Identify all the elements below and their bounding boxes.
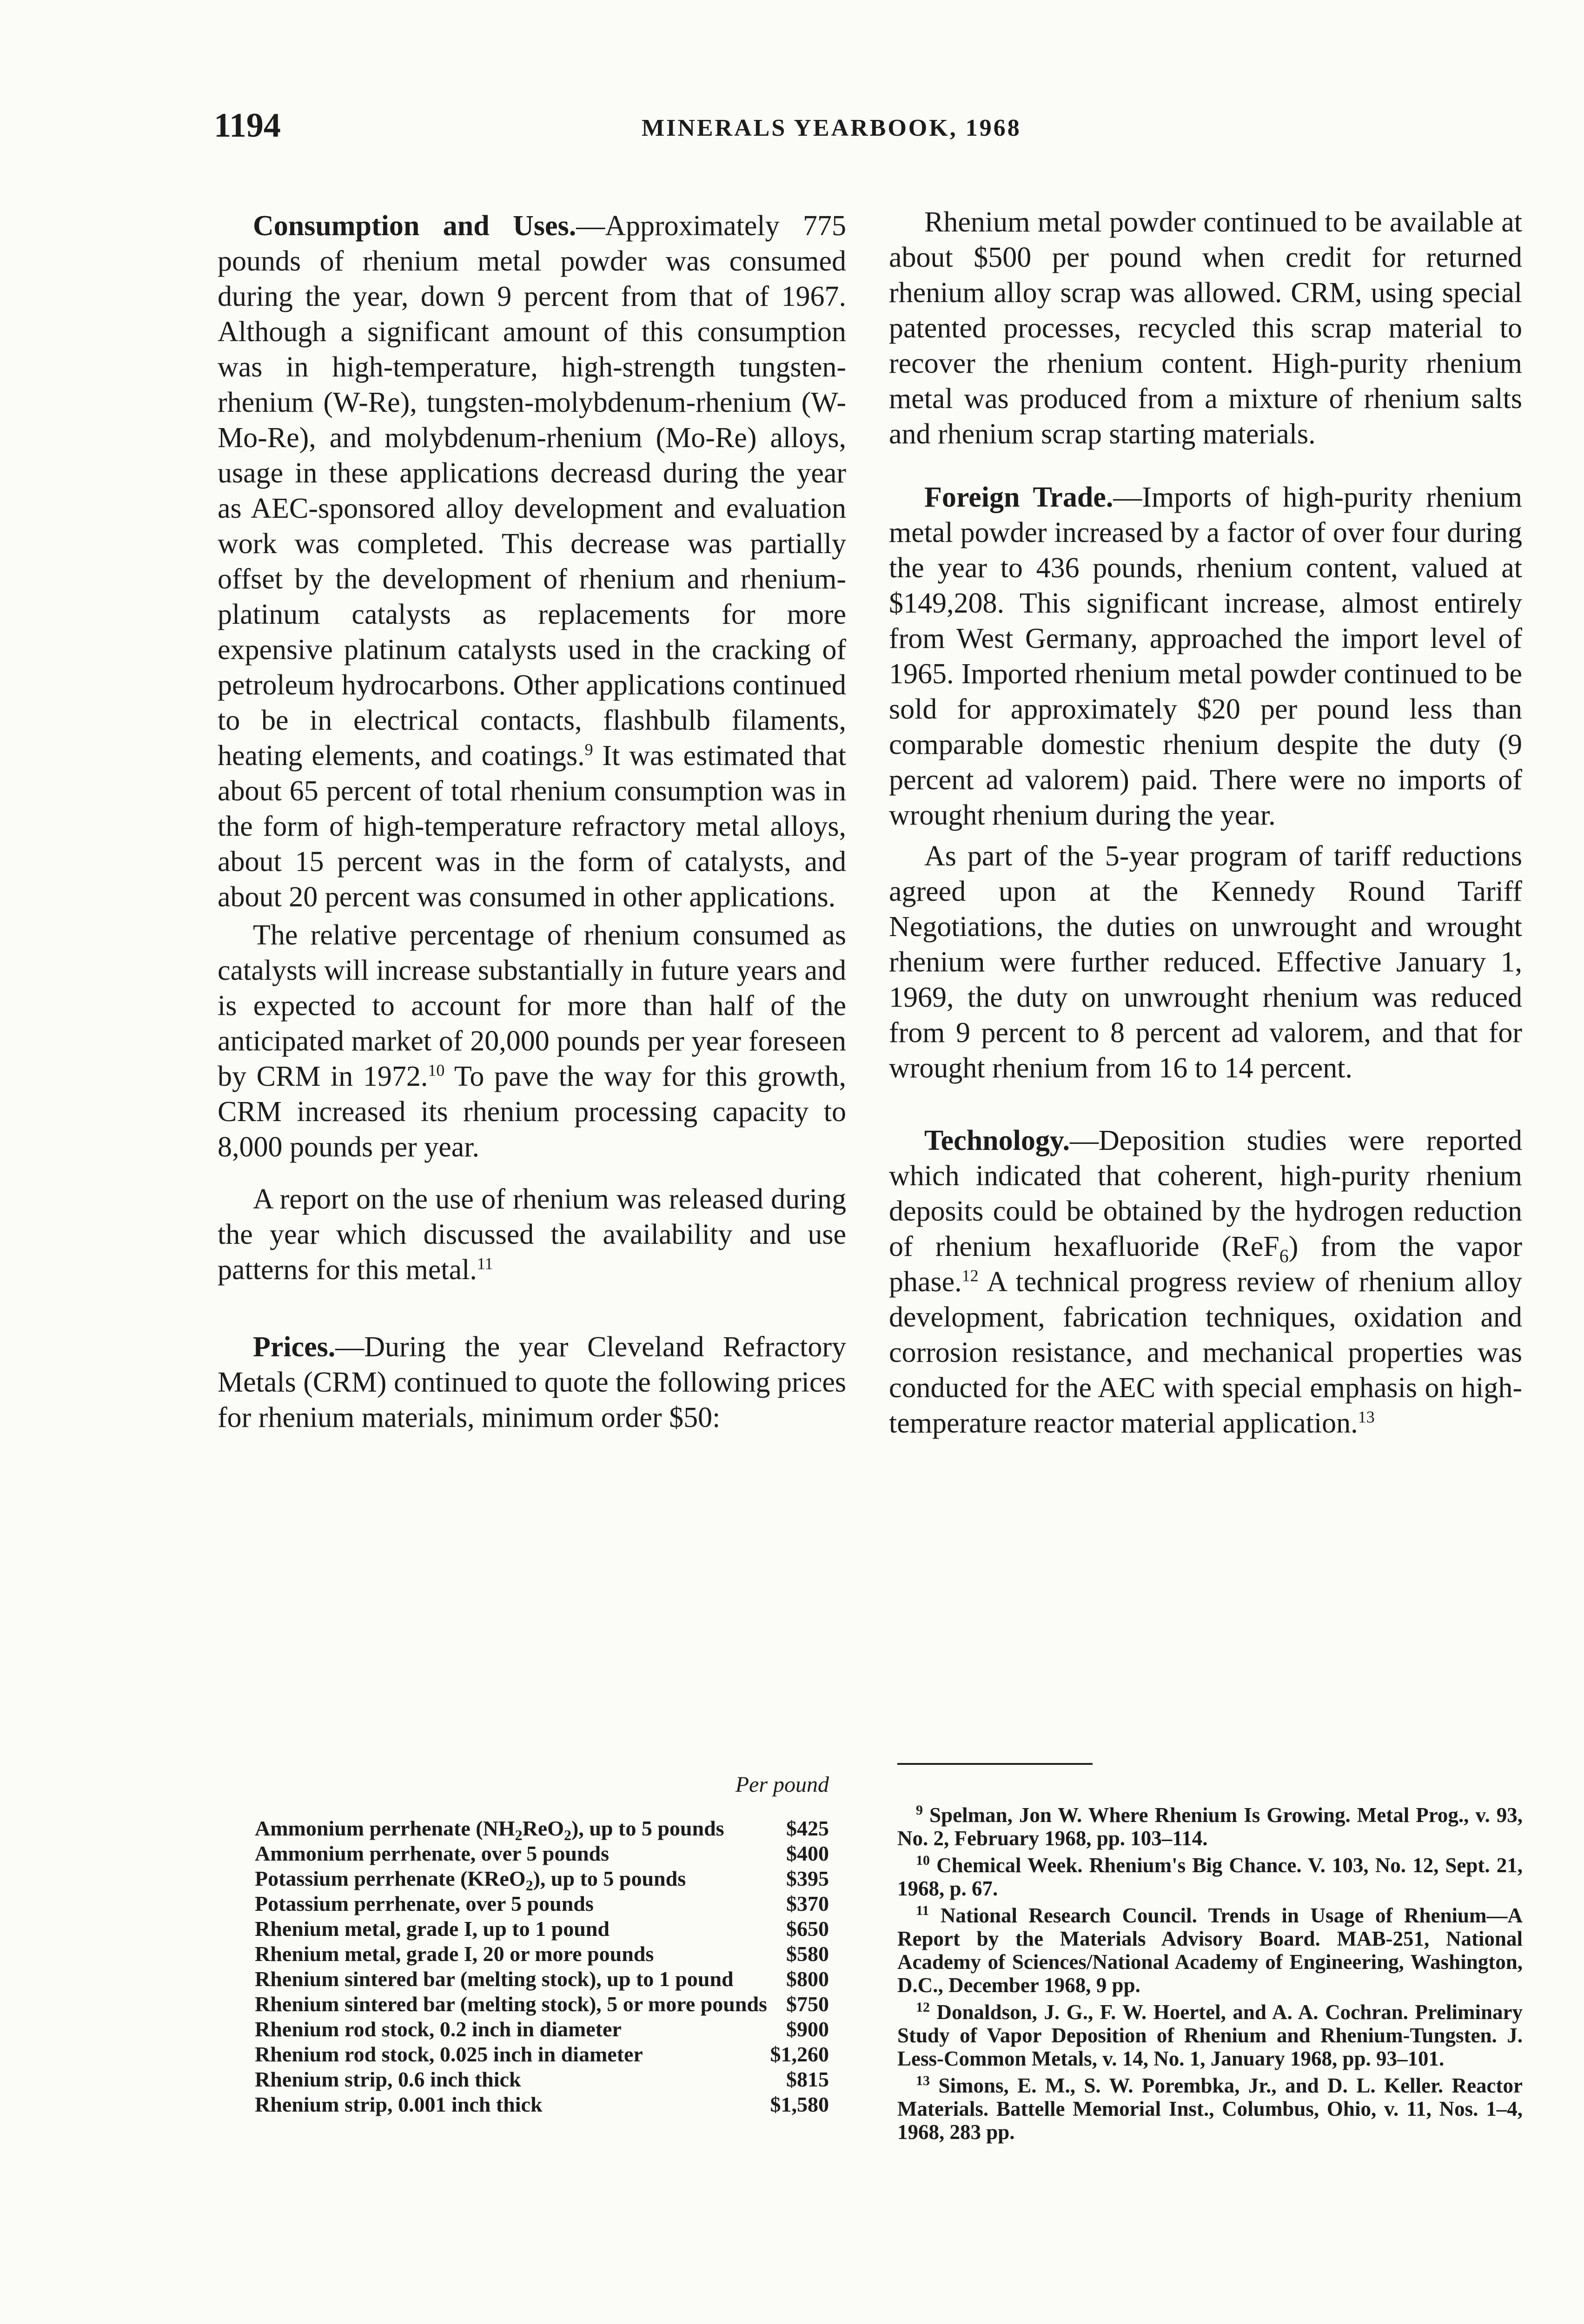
- footnote: $^{11}$ National Research Council. Trends in Usage of Rhenium—A Report by the Materials Advisory Board. MAB-251, National Academy of Sciences/National Academy of Engineering, Washington, D.C., December 1968, 9 pp.: [897, 1903, 1523, 1997]
- footnote-ref: 10: [428, 1061, 445, 1080]
- running-head: MINERALS YEARBOOK, 1968: [642, 115, 1021, 141]
- price-row: [255, 1917, 829, 1941]
- price-item: Rhenium metal, grade I, up to 1 pound: [255, 1917, 610, 1941]
- page-number: 1194: [214, 106, 281, 145]
- prices-paragraph-1: Prices.—During the year Cleveland Refractory Metals (CRM) continued to quote the following prices for rhenium materials, minimum order $50:: [218, 1331, 846, 1433]
- footnote-divider: [897, 1763, 1093, 1765]
- footnote-number: 13: [916, 2073, 930, 2088]
- price-row: [255, 1842, 829, 1865]
- technology-heading: Technology.: [924, 1125, 1070, 1156]
- price-value: $750: [786, 1992, 829, 2016]
- footnote: $^{10}$ Chemical Week. Rhenium's Big Chance. V. 103, No. 12, Sept. 21, 1968, p. 67.: [897, 1853, 1523, 1900]
- footnote-ref: 9: [584, 740, 593, 759]
- technology-paragraph: Technology.—Deposition studies were reported which indicated that coherent, high-purity rhenium deposits could be obtained by the hydrogen reduction of rhenium hexafluoride (ReF$_6$) from the vapor phase.$^{12}$ A technical progress review of rhenium alloy development, fabrication techniques, oxidation and corrosion resistance, and mechanical properties was conducted for the AEC with special emphasis on high-temperature reactor material application.$^{13}$: [889, 1125, 1523, 1439]
- consumption-paragraph-3: A report on the use of rhenium was released during the year which discussed the availability and use patterns for this metal.$^{11}$: [218, 1183, 846, 1286]
- right-column: [889, 205, 1522, 1458]
- price-item: Potassium perrhenate, over 5 pounds: [255, 1892, 594, 1915]
- price-item: Rhenium rod stock, 0.025 inch in diameter: [255, 2042, 643, 2066]
- price-row: [255, 1993, 829, 2016]
- trade-paragraph-2: As part of the 5-year program of tariff reductions agreed upon at the Kennedy Round Tariff Negotiations, the duties on unwrought and wrought rhenium were further reduced. Effective January 1, 1969, the duty on unwrought rhenium was reduced from 9 percent to 8 percent ad valorem, and that for wrought rhenium from 16 to 14 percent.: [889, 840, 1522, 1084]
- price-value: $425: [786, 1816, 829, 1840]
- price-row: [255, 2043, 829, 2066]
- footnote-number: 9: [916, 1802, 923, 1818]
- consumption-paragraph-2: The relative percentage of rhenium consumed as catalysts will increase substantially in future years and is expected to account for more than half of the anticipated market of 20,000 pounds per year foreseen by CRM in 1972.10 To pave the way for this growth, CRM increased its rhenium processing capacity to 8,000 pounds per year.: [218, 919, 847, 1163]
- consumption-heading: Consumption and Uses.: [253, 210, 577, 242]
- price-row: [255, 2093, 829, 2116]
- price-item: Rhenium sintered bar (melting stock), up to 1 pound: [255, 1967, 734, 1991]
- page-header: [0, 106, 1584, 148]
- footnote: $^9$ Spelman, Jon W. Where Rhenium Is Growing. Metal Prog., v. 93, No. 2, February 1968, pp. 103–114.: [897, 1802, 1523, 1850]
- price-unit-header: Per pound: [735, 1772, 829, 1797]
- price-row: [255, 1867, 829, 1894]
- price-value: $400: [786, 1842, 829, 1865]
- footnotes: [897, 1803, 1523, 2147]
- price-row: [255, 1892, 829, 1915]
- footnote-number: 12: [916, 2000, 930, 2015]
- price-value: $1,580: [770, 2093, 829, 2116]
- footnote: $^{12}$ Donaldson, J. G., F. W. Hoertel, and A. A. Cochran. Preliminary Study of Vapor Deposition of Rhenium and Rhenium-Tungsten. J. Less-Common Metals, v. 14, No. 1, January 1968, pp. 93–101.: [897, 2000, 1523, 2070]
- price-row: [255, 2068, 829, 2091]
- consumption-paragraph-1: Consumption and Uses.—Approximately 775 pounds of rhenium metal powder was consumed during the year, down 9 percent from that of 1967. Although a significant amount of this consumption was in high-temperature, high-strength tungsten-rhenium (W-Re), tungsten-molybdenum-rhenium (W-Mo-Re), and molybdenum-rhenium (Mo-Re) alloys, usage in these applications decreasd during the year as AEC-sponsored alloy development and evaluation work was completed. This decrease was partially offset by the development of rhenium and rhenium-platinum catalysts as replacements for more expensive platinum catalysts used in the cracking of petroleum hydrocarbons. Other applications continued to be in electrical contacts, flashbulb filaments, heating elements, and coatings.$^9$ It was estimated that about 65 percent of total rhenium consumption was in the form of high-temperature refractory metal alloys, about 15 percent was in the form of catalysts, and about 20 percent was consumed in other applications.: [218, 210, 846, 913]
- price-row: [255, 1816, 829, 1844]
- price-item: Ammonium perrhenate, over 5 pounds: [255, 1842, 610, 1865]
- footnote-ref: 13: [1358, 1407, 1375, 1426]
- price-value: $650: [786, 1917, 829, 1941]
- footnote: $^{13}$ Simons, E. M., S. W. Porembka, Jr., and D. L. Keller. Reactor Materials. Battelle Memorial Inst., Columbus, Ohio, v. 11, Nos. 1–4, 1968, 283 pp.: [897, 2073, 1523, 2144]
- price-item: Rhenium strip, 0.6 inch thick: [255, 2067, 521, 2091]
- left-column: [218, 208, 846, 1452]
- price-item: Rhenium sintered bar (melting stock), 5 or more pounds: [255, 1992, 767, 2016]
- price-value: $800: [786, 1967, 829, 1991]
- price-item: Rhenium metal, grade I, 20 or more pounds: [255, 1942, 654, 1966]
- foreign-trade-heading: Foreign Trade.: [924, 482, 1113, 513]
- prices-paragraph-2: Rhenium metal powder continued to be available at about $500 per pound when credit for returned rhenium alloy scrap was allowed. CRM, using special patented processes, recycled this scrap material to recover the rhenium content. High-purity rhenium metal was produced from a mixture of rhenium salts and rhenium scrap starting materials.: [889, 206, 1522, 450]
- prices-heading: Prices.: [253, 1331, 336, 1363]
- price-table: [255, 1773, 829, 2118]
- price-row: [255, 1967, 829, 1991]
- price-value: $1,260: [770, 2042, 829, 2066]
- price-value: $395: [786, 1867, 829, 1890]
- price-item: Rhenium strip, 0.001 inch thick: [255, 2093, 543, 2116]
- price-item: Rhenium rod stock, 0.2 inch in diameter: [255, 2017, 622, 2041]
- price-value: $580: [786, 1942, 829, 1966]
- price-item: Ammonium perrhenate $(NH_2ReO_2)$, up to 5 pounds: [255, 1816, 724, 1844]
- price-value: $900: [786, 2017, 829, 2041]
- price-row: [255, 2018, 829, 2041]
- price-value: $815: [786, 2067, 829, 2091]
- price-value: $370: [786, 1892, 829, 1915]
- trade-paragraph-1: Foreign Trade.—Imports of high-purity rhenium metal powder increased by a factor of over four during the year to 436 pounds, rhenium content, valued at $149,208. This significant increase, almost entirely from West Germany, approached the import level of 1965. Imported rhenium metal powder continued to be sold for approximately $20 per pound less than comparable domestic rhenium despite the duty (9 percent ad valorem) paid. There were no imports of wrought rhenium during the year.: [889, 482, 1522, 831]
- price-item: Potassium perrhenate (KReO$_2$), up to 5 pounds: [255, 1867, 686, 1894]
- footnote-number: 10: [916, 1853, 930, 1868]
- footnote-ref: 11: [477, 1254, 493, 1273]
- price-row: [255, 1942, 829, 1966]
- footnote-ref: 12: [961, 1266, 979, 1285]
- footnote-number: 11: [916, 1903, 929, 1918]
